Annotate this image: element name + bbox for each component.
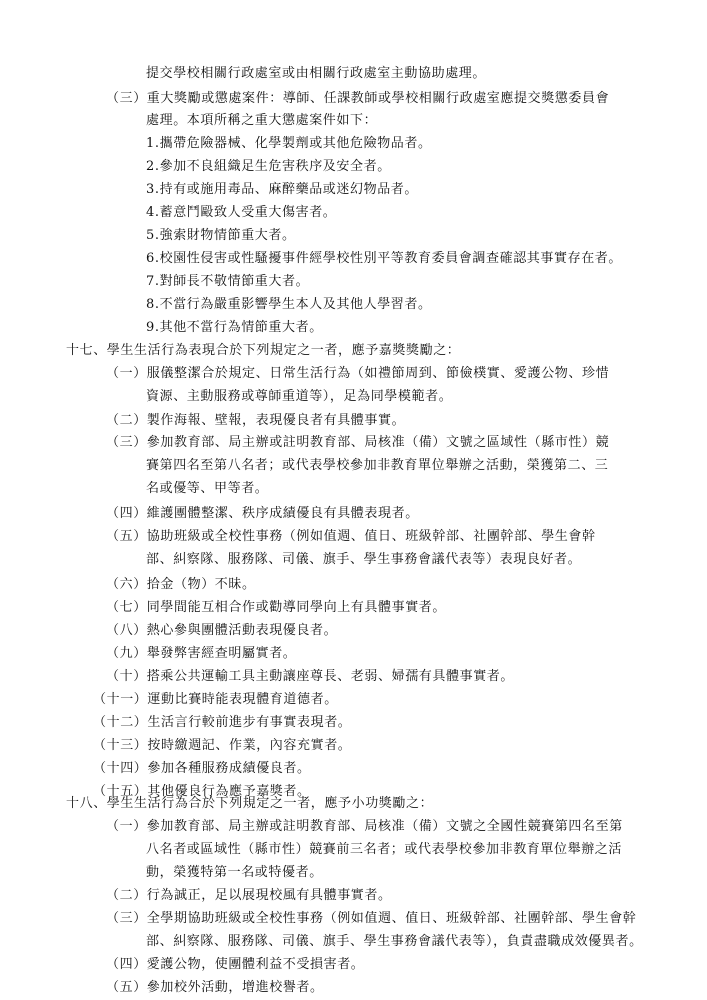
text-line: 7.對師長不敬情節重大者。: [146, 274, 310, 289]
text-line: （十二）生活言行較前進步有事實表現者。: [93, 715, 352, 730]
text-line: 6.校園性侵害或性騷擾事件經學校性別平等教育委員會調查確認其事實存在者。: [146, 251, 623, 266]
text-line: （三）重大獎勵或懲處案件：導師、任課教師或學校相關行政處室應提交獎懲委員會: [106, 91, 610, 106]
section-heading: 十七、學生生活行為表現合於下列規定之一者，應予嘉獎獎勵之：: [66, 343, 461, 358]
text-line: （二）製作海報、壁報，表現優良者有具體事實。: [106, 413, 406, 428]
text-line: （五）參加校外活動，增進校譽者。: [106, 980, 324, 995]
text-line: （九）舉發弊害經查明屬實者。: [106, 646, 297, 661]
text-line: 4.蓄意鬥毆致人受重大傷害者。: [146, 205, 337, 220]
text-line: 八名者或區域性（縣市性）競賽前三名者；或代表學校參加非教育單位舉辦之活: [146, 842, 623, 857]
text-line: （八）熱心參與團體活動表現優良者。: [106, 623, 338, 638]
text-line: （十）搭乘公共運輸工具主動讓座尊長、老弱、婦孺有具體事實者。: [106, 669, 515, 684]
text-line: 3.持有或施用毒品、麻醉藥品或迷幻物品者。: [146, 182, 419, 197]
text-line: （三）全學期協助班級或全校性事務（例如值週、值日、班級幹部、社團幹部、學生會幹: [106, 911, 637, 926]
text-line: 動，榮獲特第一名或特優者。: [146, 865, 323, 880]
text-line: （七）同學間能互相合作或勸導同學向上有具體事實者。: [106, 600, 447, 615]
text-line: （六）拾金（物）不昧。: [106, 577, 256, 592]
text-line: 賽第四名至第八名者；或代表學校參加非教育單位舉辦之活動，榮獲第二、三: [146, 458, 609, 473]
text-line: （四）愛護公物，使團體利益不受損害者。: [106, 957, 365, 972]
text-line: （二）行為誠正，足以展現校風有具體事實者。: [106, 888, 392, 903]
text-line: （四）維護團體整潔、秩序成績優良有具體表現者。: [106, 506, 419, 521]
text-line: 提交學校相關行政處室或由相關行政處室主動協助處理。: [146, 66, 487, 81]
text-line: 部、糾察隊、服務隊、司儀、旗手、學生事務會議代表等）表現良好者。: [146, 552, 582, 567]
text-line: 8.不當行為嚴重影響學生本人及其他人學習者。: [146, 297, 432, 312]
section-heading: 十八、學生生活行為合於下列規定之一者，應予小功獎勵之：: [66, 796, 434, 811]
text-line: （三）參加教育部、局主辦或註明教育部、局核准（備）文號之區域性（縣市性）競: [106, 435, 610, 450]
text-line: 5.強索財物情節重大者。: [146, 228, 296, 243]
text-line: （十四）參加各種服務成績優良者。: [93, 761, 311, 776]
text-line: 名或優等、甲等者。: [146, 481, 269, 496]
text-line: （十一）運動比賽時能表現體育道德者。: [93, 692, 338, 707]
text-line: （一）參加教育部、局主辦或註明教育部、局核准（備）文號之全國性競賽第四名至第: [106, 819, 623, 834]
text-line: 1.攜帶危險器械、化學製劑或其他危險物品者。: [146, 136, 432, 151]
text-line: 9.其他不當行為情節重大者。: [146, 320, 323, 335]
text-line: 2.參加不良組織足生危害秩序及安全者。: [146, 159, 391, 174]
text-line: （一）服儀整潔合於規定、日常生活行為（如禮節周到、節儉樸實、愛護公物、珍惜: [106, 366, 610, 381]
text-line: （五）協助班級或全校性事務（例如值週、值日、班級幹部、社團幹部、學生會幹: [106, 529, 596, 544]
text-line: （十三）按時繳週記、作業，內容充實者。: [93, 738, 352, 753]
text-line: 處理。本項所稱之重大懲處案件如下：: [146, 113, 378, 128]
text-line: （十五）其他優良行為應予嘉獎者。: [93, 784, 311, 799]
text-line: 資源、主動服務或尊師重道等），足為同學模範者。: [146, 389, 453, 404]
text-line: 部、糾察隊、服務隊、司儀、旗手、學生事務會議代表等），負責盡職成效優異者。: [146, 934, 643, 949]
